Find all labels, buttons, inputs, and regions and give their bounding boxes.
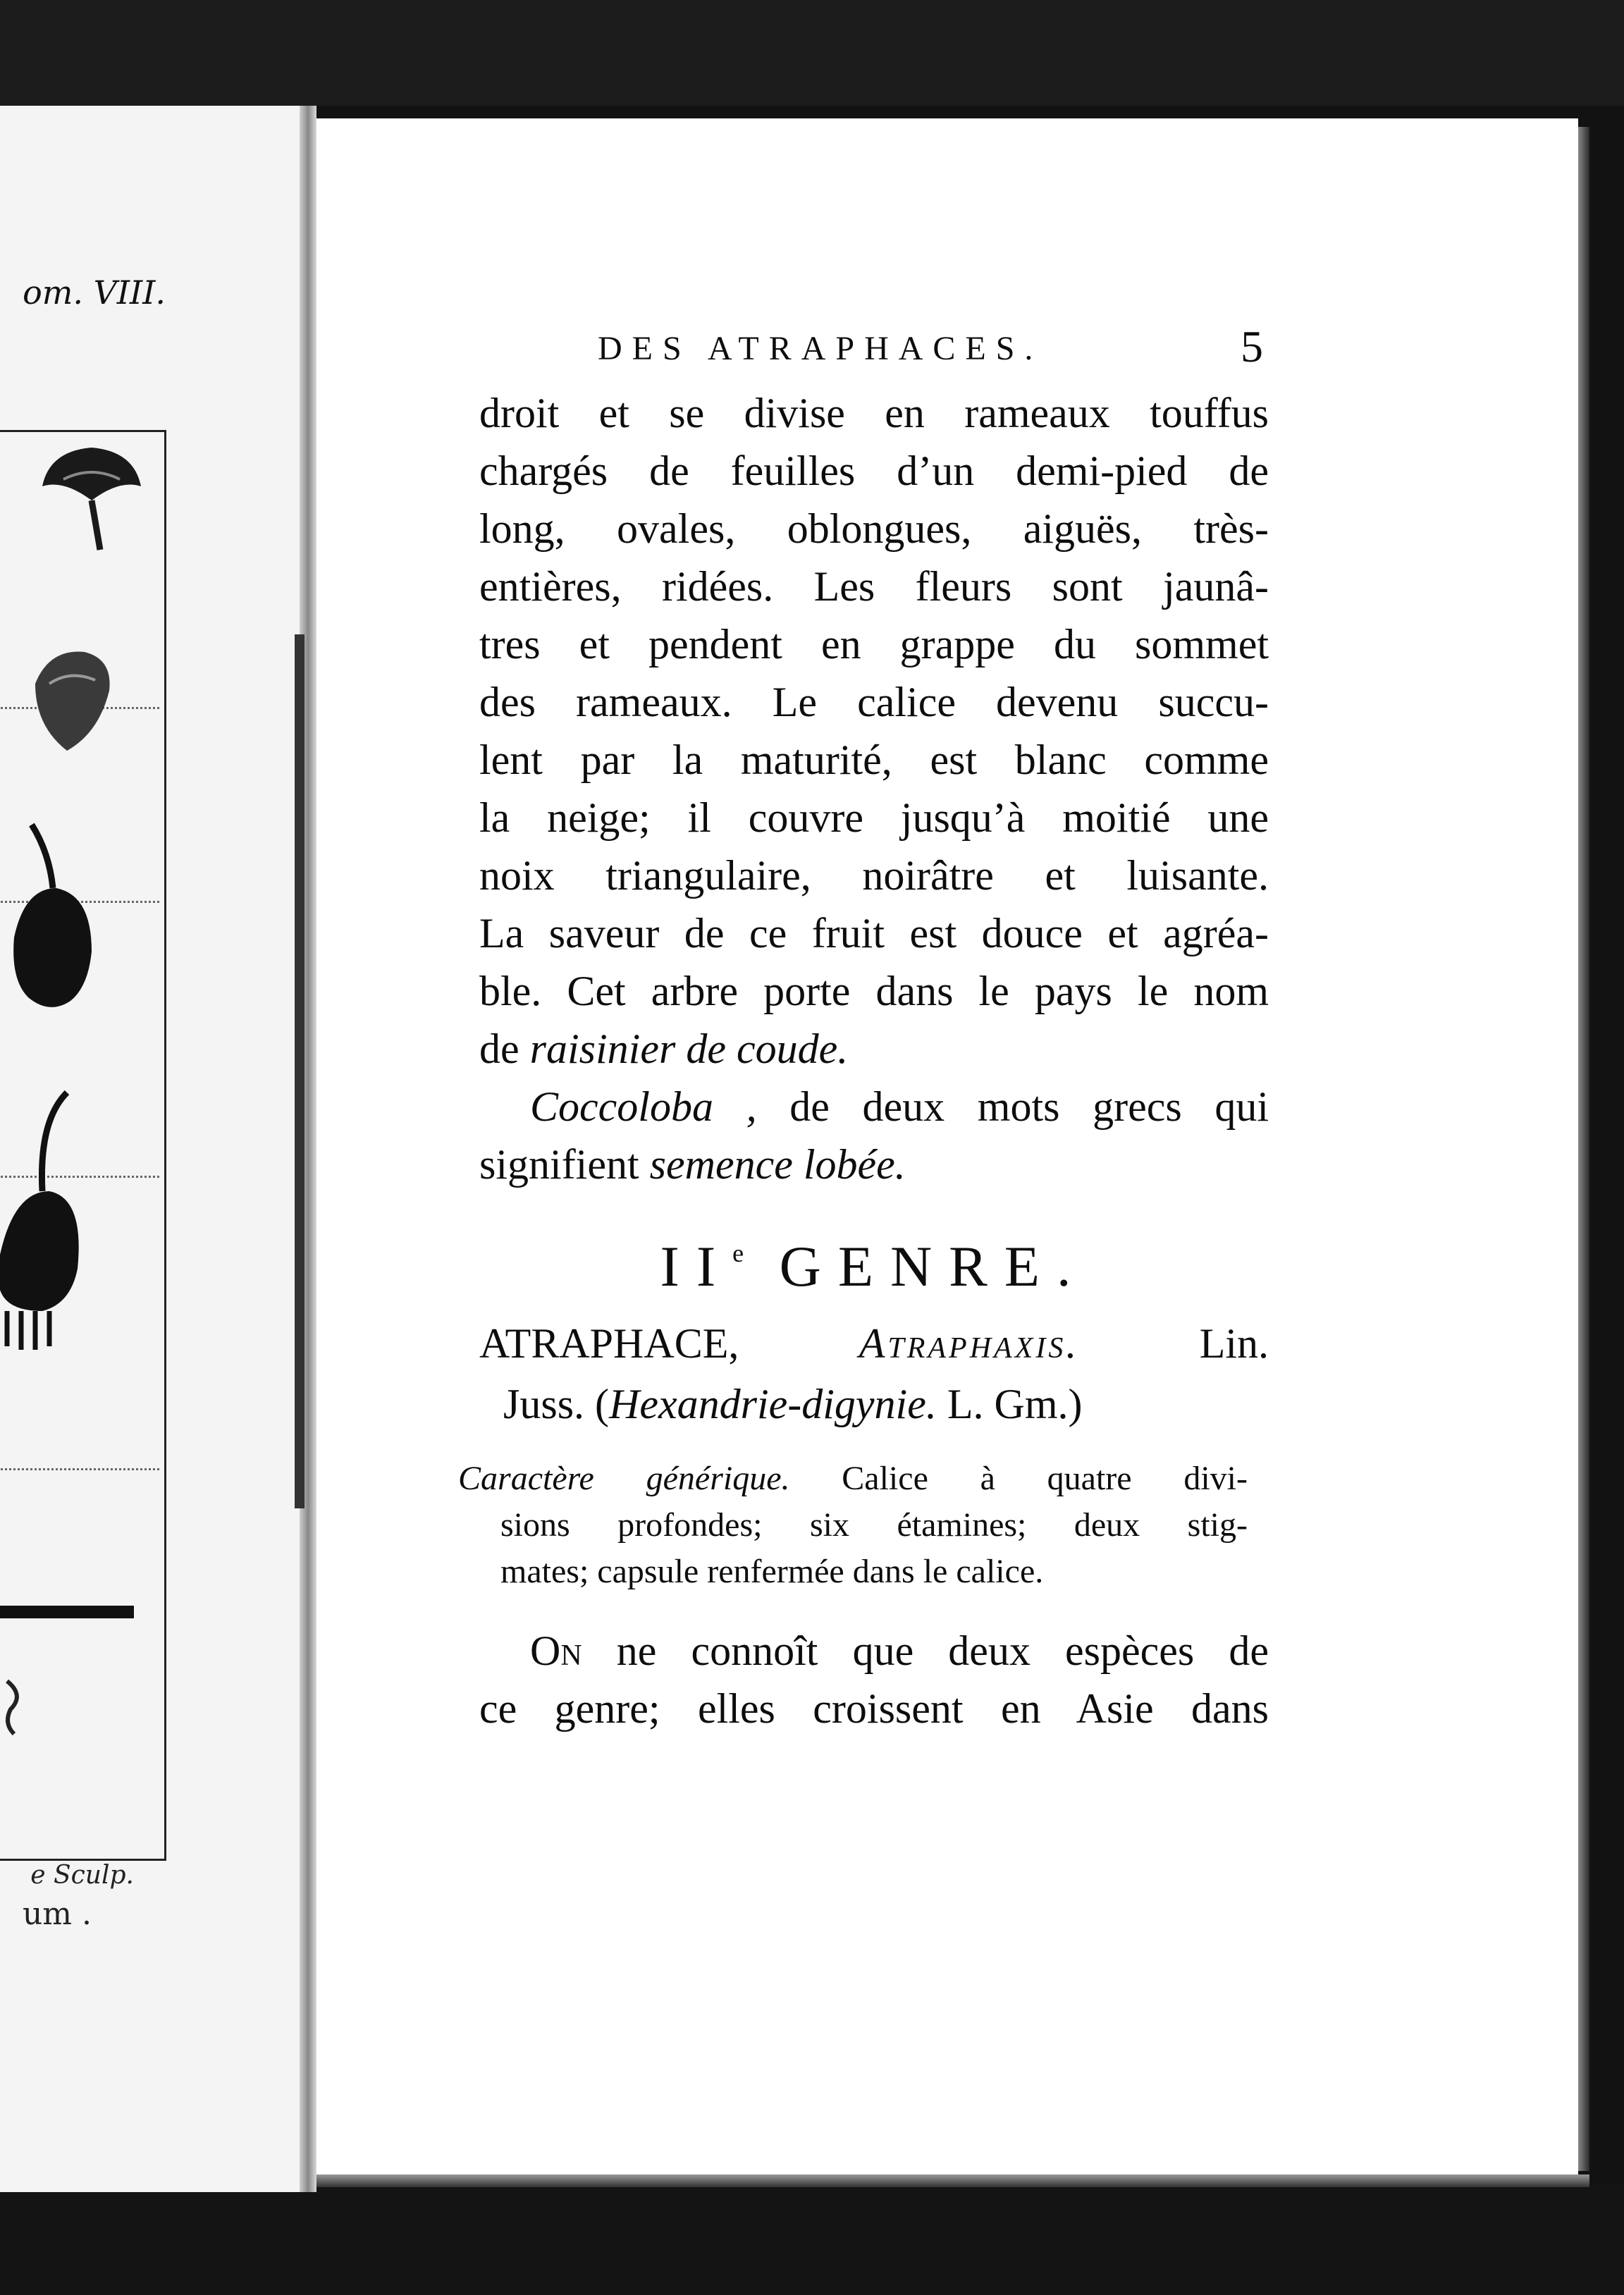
text-line: long, ovales, oblongues, aiguës, très-	[479, 505, 1269, 552]
flower-illustration	[0, 1078, 106, 1389]
text-line: ble. Cet arbre porte dans le pays le nom	[479, 968, 1269, 1014]
engraver-credit: e Sculp.	[30, 1861, 134, 1890]
genus-author: Lin.	[1199, 1320, 1269, 1367]
text-line	[479, 1622, 1269, 1680]
text-line	[479, 1136, 1269, 1193]
text-fragment: L. Gm.)	[936, 1381, 1083, 1427]
character-line: mates; capsule renfermée dans le calice.	[500, 1553, 1044, 1590]
text-fragment: de	[479, 1026, 530, 1072]
running-title: DES ATRAPHACES.	[598, 330, 1043, 367]
character-label: Caractère générique.	[458, 1460, 790, 1497]
italic-term: raisinier de coude.	[529, 1026, 849, 1072]
running-head	[479, 321, 1269, 384]
page-number: 5	[1241, 321, 1263, 371]
plate-bar-illustration	[0, 1606, 134, 1618]
heading-numeral: II	[660, 1234, 733, 1298]
plate-caption: um .	[22, 1896, 92, 1932]
genus-classification: Hexandrie-digynie.	[609, 1381, 937, 1427]
detail-illustration	[0, 1674, 35, 1737]
italic-term: semence lobée.	[649, 1141, 906, 1188]
seed-cup-illustration	[35, 437, 148, 557]
text-line: chargés de feuilles d’un demi-pied de	[479, 448, 1269, 494]
text-line	[479, 1078, 1269, 1136]
paragraph-1	[479, 384, 1269, 1078]
heading-word: GENRE.	[779, 1234, 1088, 1298]
text-fragment: de deux mots grecs qui	[756, 1083, 1269, 1130]
text-line: entières, ridées. Les fleurs sont jaunâ-	[479, 563, 1269, 610]
plate-title: om. VIII.	[23, 273, 166, 312]
italic-term: Coccoloba ,	[530, 1083, 757, 1130]
text-line: des rameaux. Le calice devenu succu-	[479, 679, 1269, 725]
text-line: droit et se divise en rameaux touffus	[479, 390, 1269, 436]
seed-illustration	[28, 641, 120, 761]
page-text	[458, 321, 1269, 1737]
character-line	[458, 1456, 1248, 1502]
heading-superscript: e	[732, 1239, 749, 1267]
section-heading	[479, 1200, 1269, 1306]
text-line: tres et pendent en grappe du sommet	[479, 621, 1269, 667]
text-line: ce genre; elles croissent en Asie dans	[479, 1685, 1269, 1732]
generic-character	[458, 1456, 1248, 1595]
text-line: la neige; il couvre jusqu’à moitié une	[479, 794, 1269, 841]
left-plate-page	[0, 106, 303, 2192]
text-line: lent par la maturité, est blanc comme	[479, 737, 1269, 783]
plate-divider	[0, 1468, 159, 1470]
first-word: On	[530, 1628, 582, 1674]
text-line	[479, 1020, 1269, 1078]
page-bottom-edge	[316, 2174, 1589, 2187]
fruit-illustration	[0, 811, 106, 1029]
text-fragment: signifient	[479, 1141, 650, 1188]
scan-background-bottom	[0, 2185, 1624, 2295]
text-fragment: Juss. (	[503, 1381, 610, 1427]
text-fragment: ne connoît que deux espèces de	[582, 1628, 1269, 1674]
genus-latin: Atraphaxis.	[859, 1320, 1080, 1367]
genus-line	[479, 1374, 1269, 1434]
text-line: noix triangulaire, noirâtre et luisante.	[479, 852, 1269, 899]
page-edge	[1578, 127, 1589, 2171]
scan-background-top	[0, 0, 1624, 106]
paragraph-3	[479, 1622, 1269, 1737]
genus-entry	[479, 1313, 1269, 1434]
text-fragment: Calice à quatre divi-	[789, 1460, 1248, 1497]
gutter-shadow	[295, 634, 304, 1508]
genus-line	[479, 1313, 1269, 1374]
character-line: sions profondes; six étamines; deux stig-	[500, 1506, 1248, 1544]
text-line: La saveur de ce fruit est douce et agréa-	[479, 910, 1269, 956]
genus-name: ATRAPHACE,	[479, 1320, 739, 1367]
paragraph-2	[479, 1078, 1269, 1193]
